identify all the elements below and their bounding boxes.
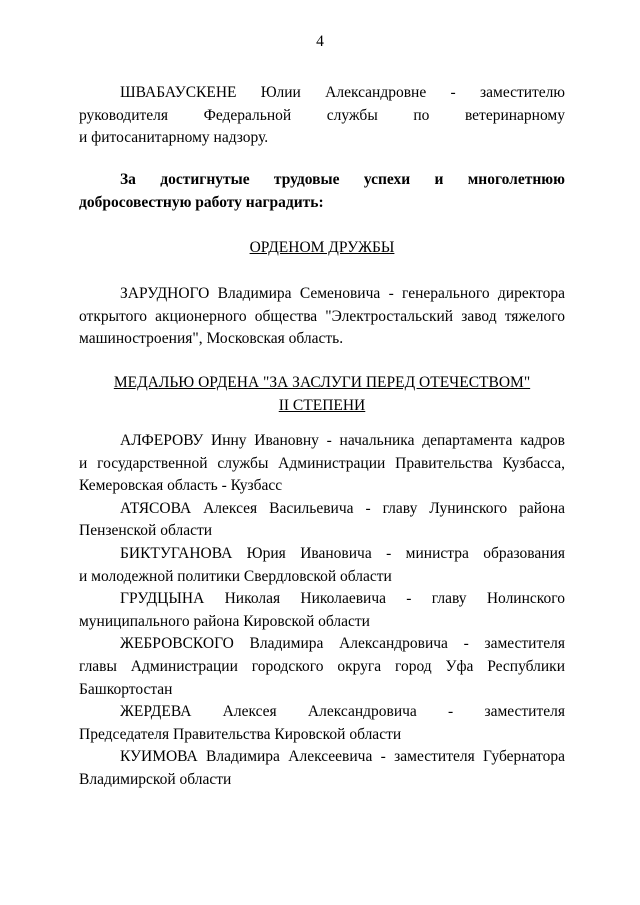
text-line: АТЯСОВА Алексея Васильевича - главу Лунинского района — [120, 499, 565, 517]
text-line: ЖЕБРОВСКОГО Владимира Александровича - заместителя — [120, 635, 565, 653]
text-line: ЗАРУДНОГО Владимира Семеновича - генерального директора — [120, 285, 565, 302]
text-line: руководителя Федеральной службы по ветеринарному — [79, 106, 565, 124]
text-line: Кемеровская область - Кузбасс — [79, 477, 283, 495]
text-line: муниципального района Кировской области — [79, 612, 370, 630]
text-line: За достигнутые трудовые успехи и многолетнюю — [120, 171, 565, 188]
order-friendship-title — [79, 237, 565, 260]
text-line: Председателя Правительства Кировской области — [79, 725, 402, 743]
text-line: открытого акционерного общества "Электростальский завод тяжелого — [79, 307, 565, 325]
list-item — [79, 588, 565, 633]
text-line: АЛФЕРОВУ Инну Ивановну - начальника департамента кадров — [120, 432, 565, 449]
section-title-line2: II СТЕПЕНИ — [278, 396, 366, 414]
section-title-line1: МЕДАЛЬЮ ОРДЕНА "ЗА ЗАСЛУГИ ПЕРЕД ОТЕЧЕСТВОМ" — [113, 374, 531, 391]
list-item — [79, 633, 565, 701]
text-line: Пензенской области — [79, 522, 213, 540]
intro-award-paragraph — [79, 82, 565, 150]
page-number: 4 — [316, 33, 324, 50]
text-line: КУИМОВА Владимира Алексеевича - заместителя Губернатора — [120, 748, 565, 766]
order-friendship-entry — [79, 283, 565, 351]
text-line: добросовестную работу наградить: — [79, 193, 324, 211]
medal-entry-list — [79, 430, 565, 792]
section-title: ОРДЕНОМ ДРУЖБЫ — [249, 239, 395, 256]
text-line: Башкортостан — [79, 680, 173, 698]
text-line: и молодежной политики Свердловской области — [79, 567, 392, 585]
text-line: машиностроения", Московская область. — [79, 330, 344, 348]
medal-section-title — [79, 372, 565, 417]
list-item — [79, 701, 565, 746]
list-item — [79, 543, 565, 588]
text-line: и фитосанитарному надзору. — [79, 129, 269, 147]
text-line: главы Администрации городского округа город Уфа Республики — [79, 657, 565, 675]
list-item — [79, 746, 565, 791]
text-line: и государственной службы Администрации Правительства Кузбасса, — [79, 454, 565, 472]
text-line: ШВАБАУСКЕНЕ Юлии Александровне - заместителю — [120, 84, 565, 101]
text-line: БИКТУГАНОВА Юрия Ивановича - министра образования — [120, 544, 565, 562]
text-line: ГРУДЦЫНА Николая Николаевича - главу Нолинского — [120, 590, 565, 608]
text-line: Владимирской области — [79, 770, 232, 788]
list-item — [79, 498, 565, 543]
list-item — [79, 430, 565, 498]
decree-heading — [79, 169, 565, 214]
text-line: ЖЕРДЕВА Алексея Александровича - заместителя — [120, 703, 565, 721]
